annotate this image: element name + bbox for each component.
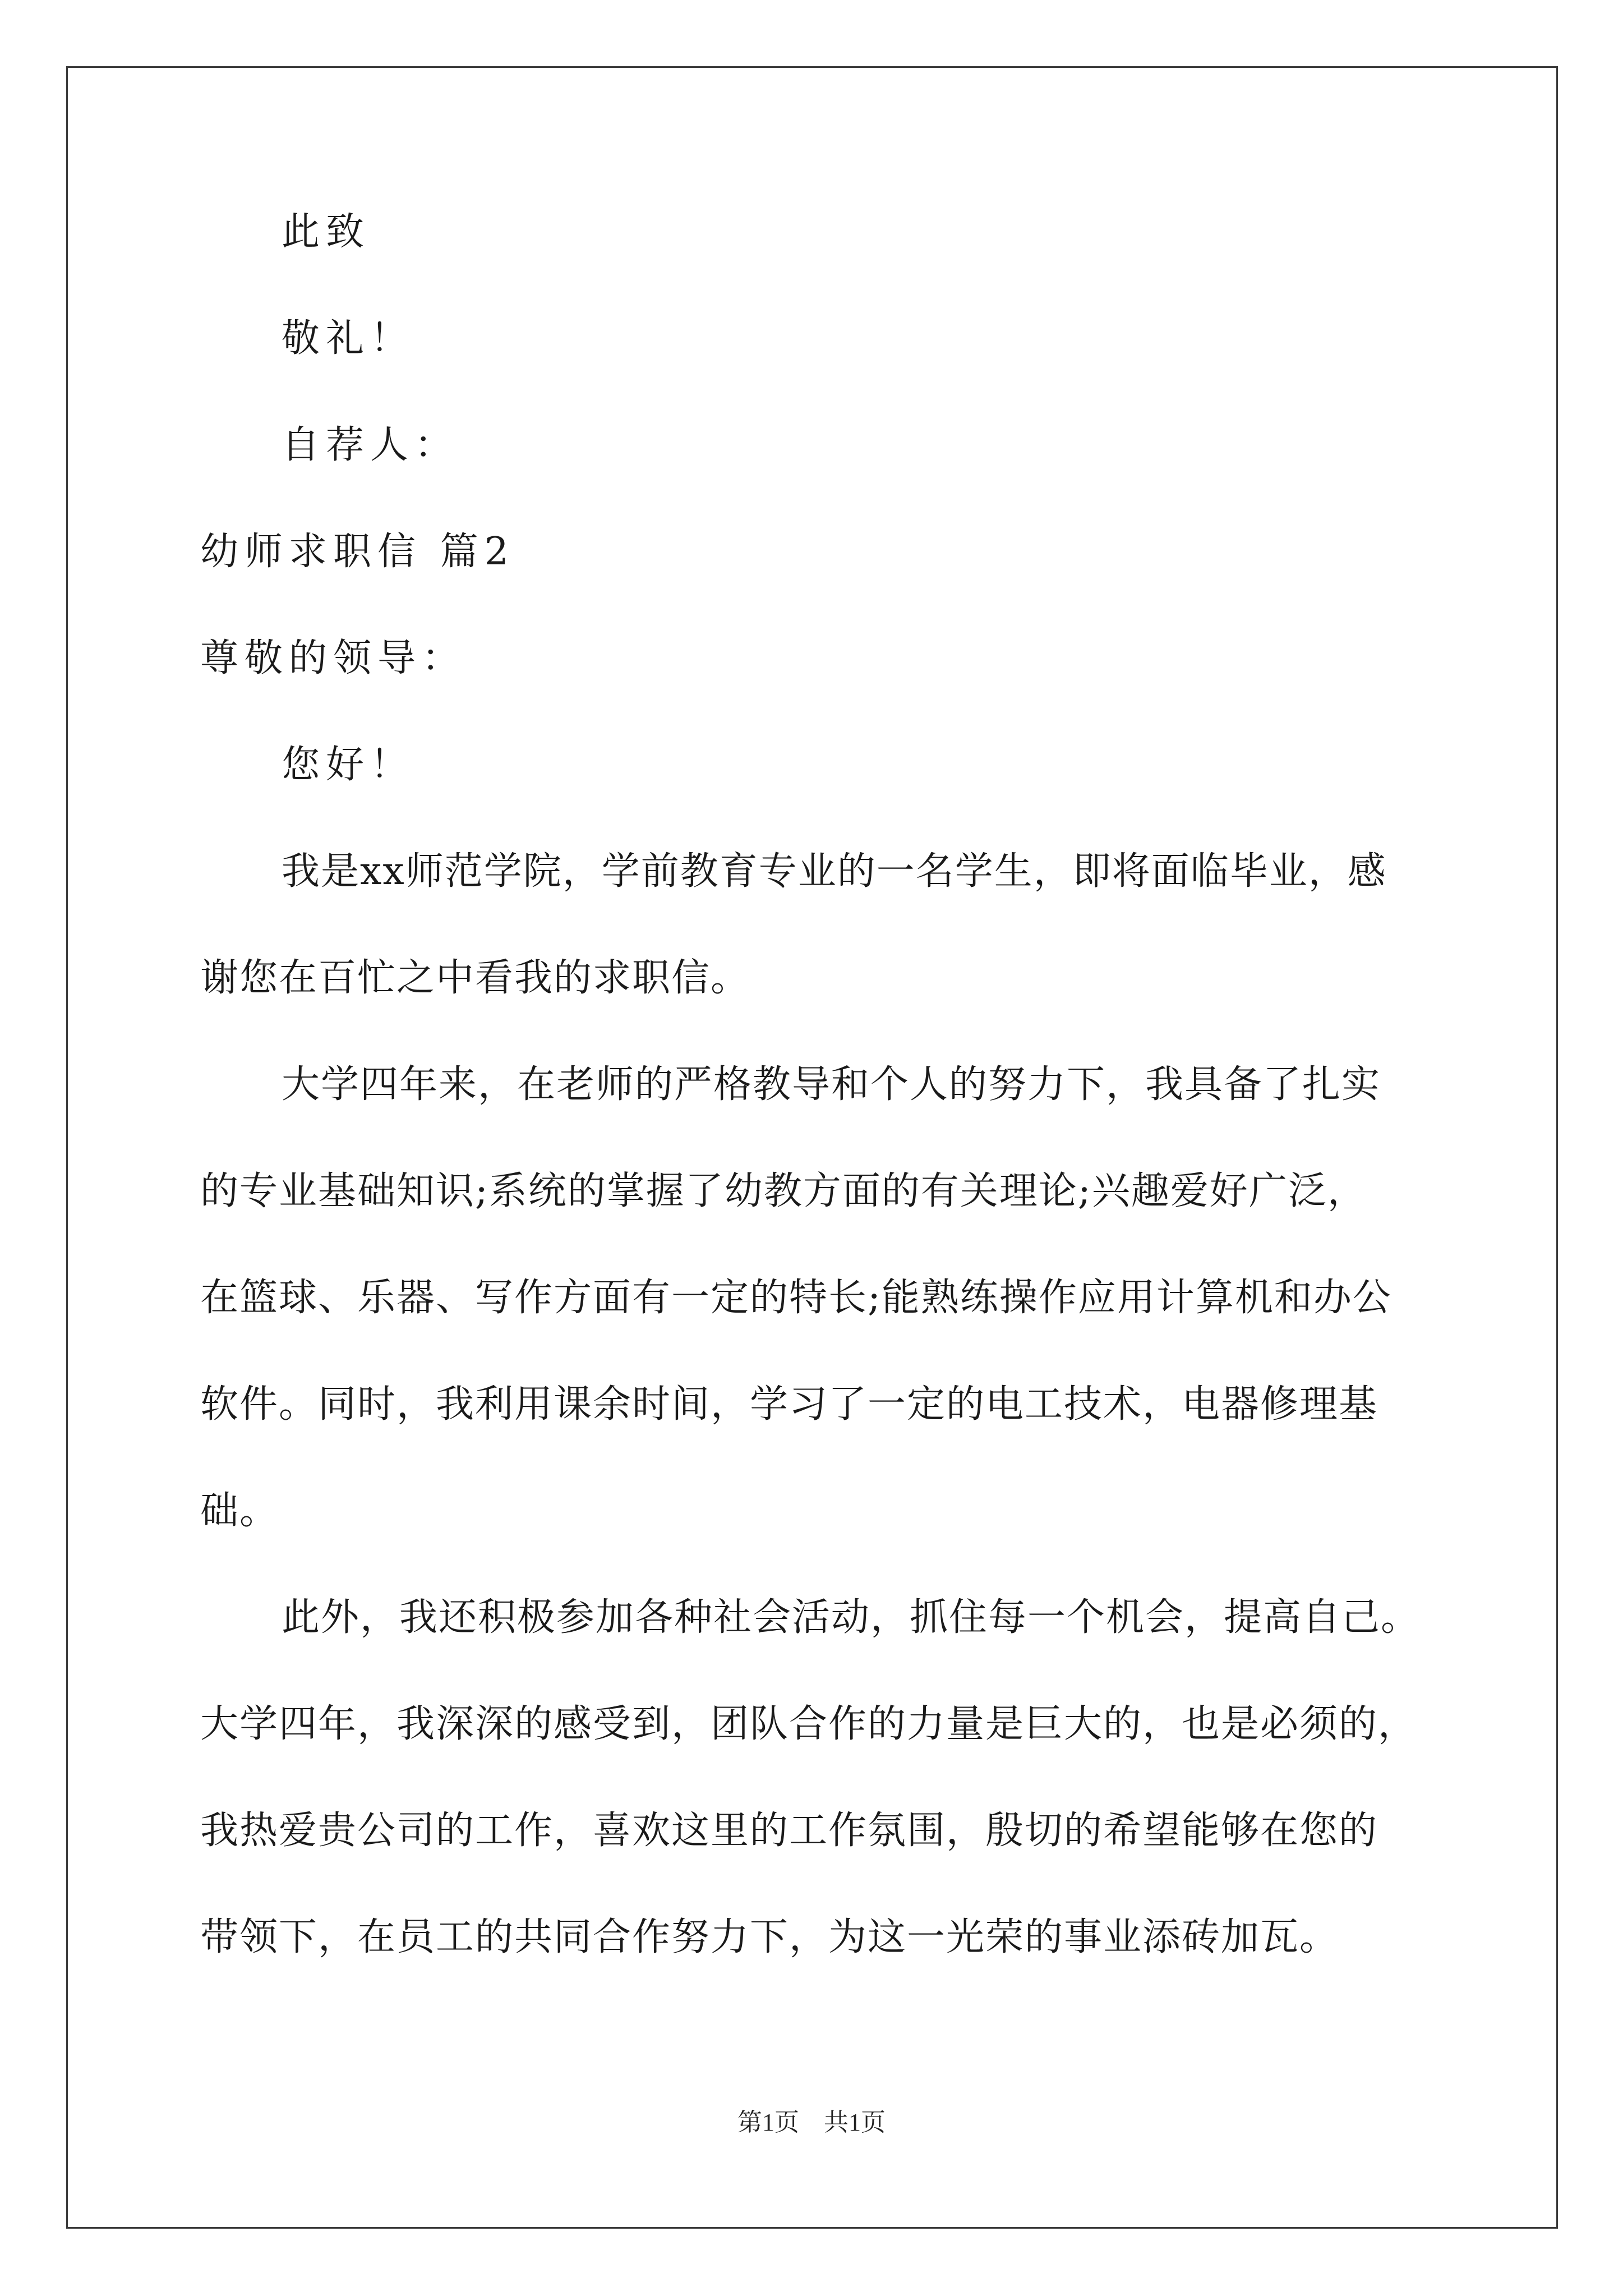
page-border	[66, 66, 1558, 2229]
page-footer: 第1页 共1页	[737, 2109, 886, 2136]
greeting-hello: 您好！	[282, 743, 415, 787]
paragraph-line: 此外，我还积极参加各种社会活动，抓住每一个机会，提高自己。	[282, 1595, 1421, 1640]
paragraph-line: 础。	[200, 1489, 279, 1533]
section-title: 幼师求职信 篇2	[200, 530, 515, 574]
paragraph-line: 在篮球、乐器、写作方面有一定的特长;能熟练操作应用计算机和办公	[200, 1276, 1392, 1320]
paragraph-line: 大学四年，我深深的感受到，团队合作的力量是巨大的，也是必须的，	[200, 1702, 1418, 1746]
paragraph-line: 我热爱贵公司的工作，喜欢这里的工作氛围，殷切的希望能够在您的	[200, 1809, 1378, 1853]
greeting-recipient: 尊敬的领导：	[200, 636, 467, 680]
paragraph-line: 带领下，在员工的共同合作努力下，为这一光荣的事业添砖加瓦。	[200, 1915, 1339, 1959]
paragraph-line: 软件。同时，我利用课余时间，学习了一定的电工技术，电器修理基	[200, 1382, 1378, 1427]
paragraph-line: 的专业基础知识;系统的掌握了幼教方面的有关理论;兴趣爱好广泛，	[200, 1169, 1367, 1213]
paragraph-line: 我是xx师范学院，学前教育专业的一名学生，即将面临毕业，感	[282, 849, 1387, 894]
paragraph-line: 大学四年来，在老师的严格教导和个人的努力下，我具备了扎实	[282, 1062, 1381, 1107]
signature-line: 自荐人：	[282, 423, 459, 467]
salutation-line: 敬礼！	[282, 316, 415, 361]
closing-line: 此致	[282, 210, 371, 254]
paragraph-line: 谢您在百忙之中看我的求职信。	[200, 956, 750, 1000]
